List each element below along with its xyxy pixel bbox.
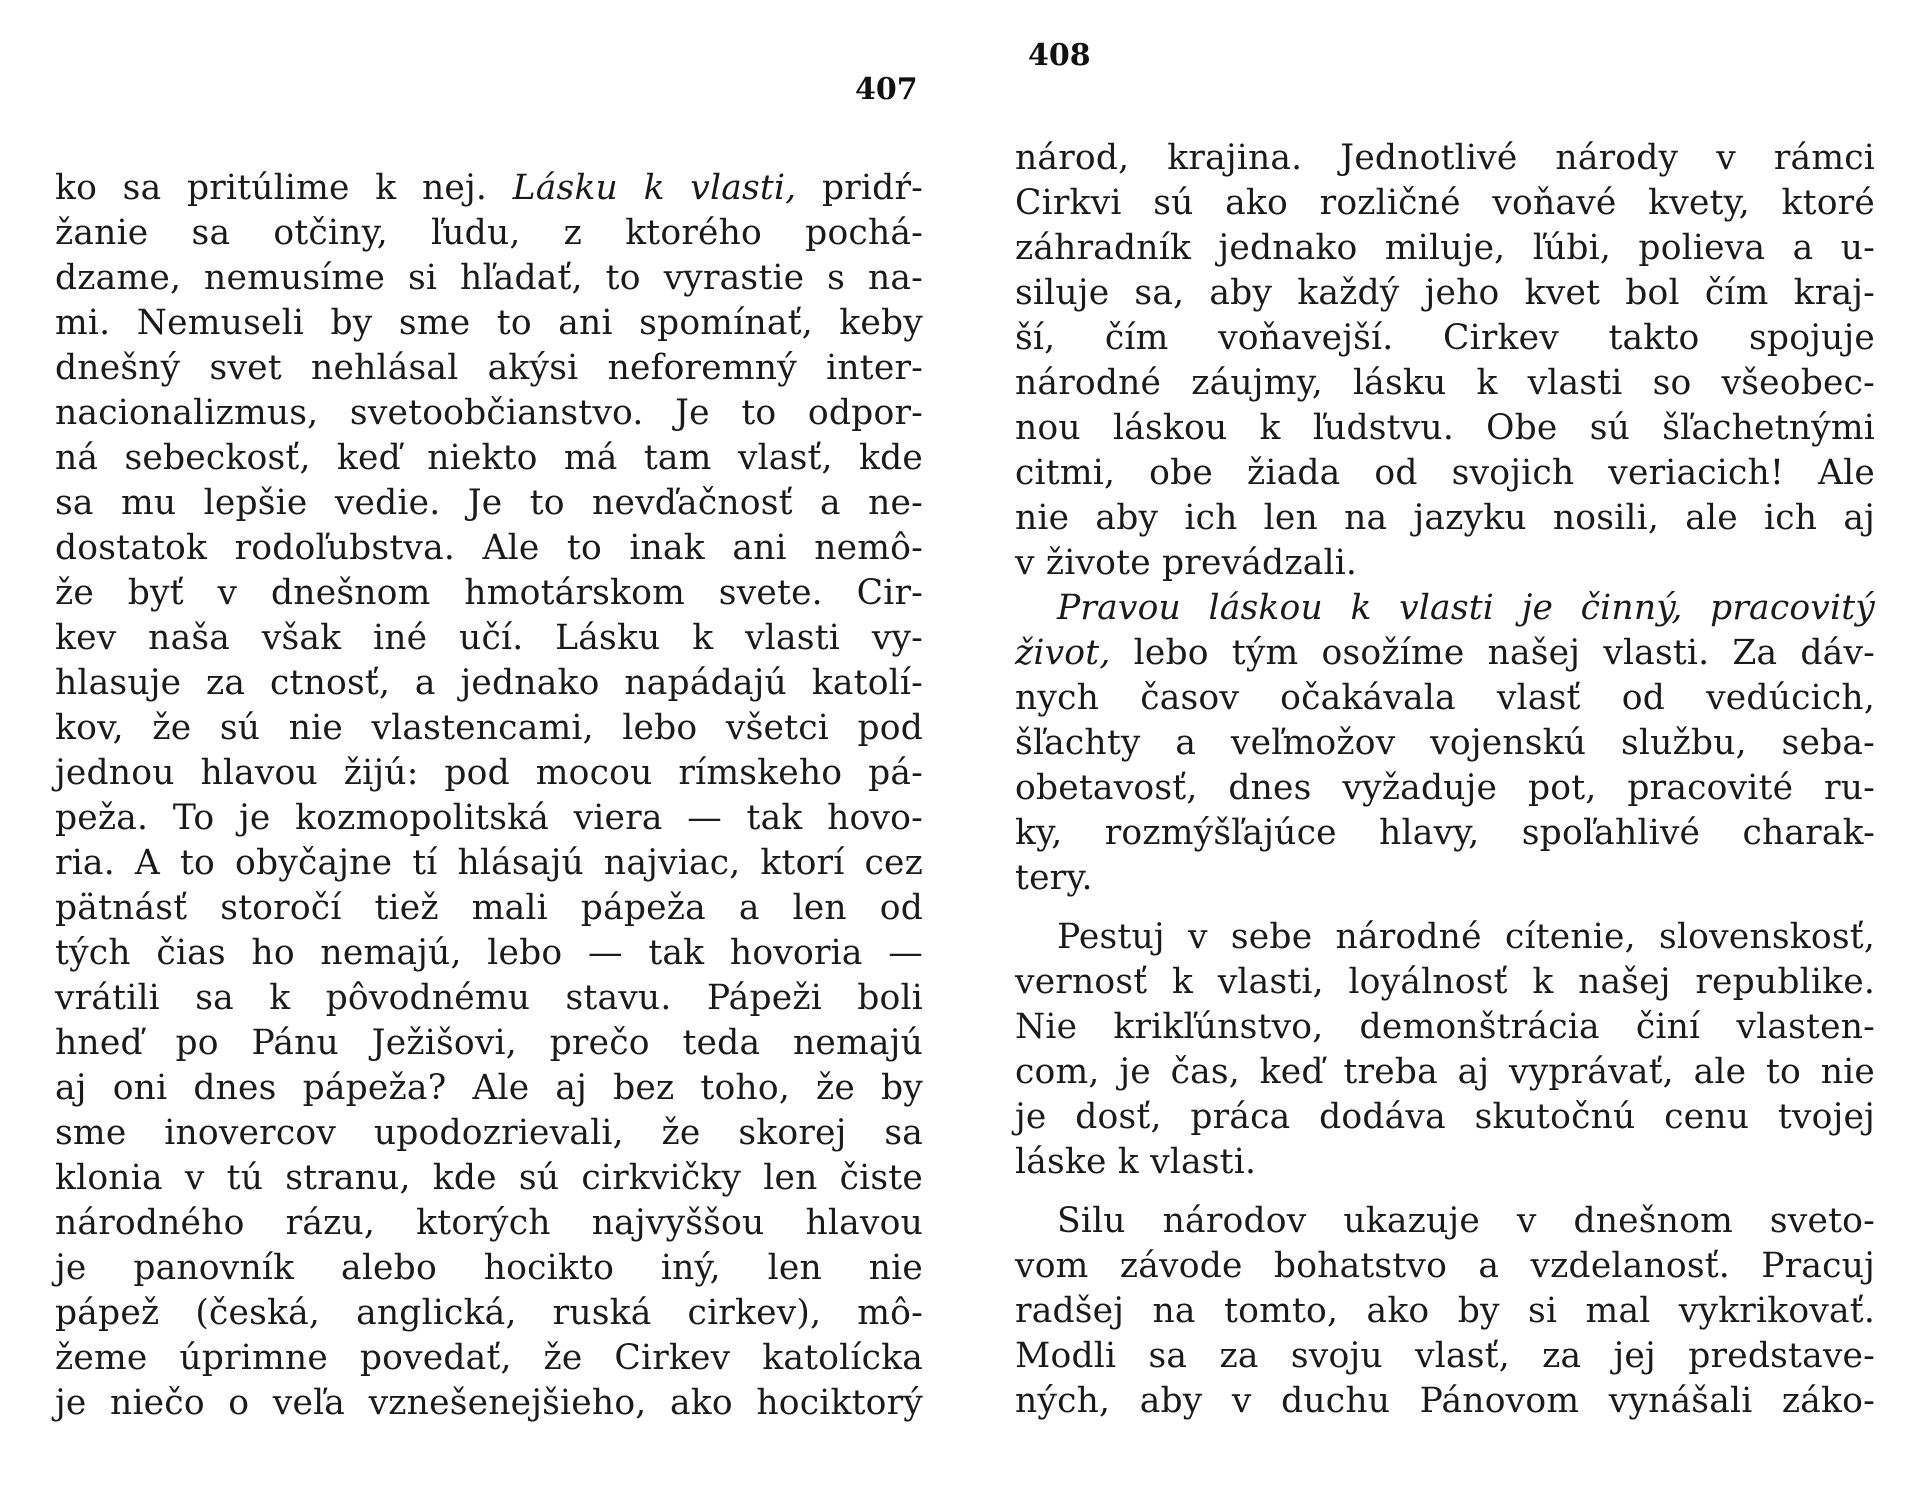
text-line: Nie krikľúnstvo, demonštrácia činí vlasten- [1015, 1007, 1875, 1047]
text-line: pätnásť storočí tiež mali pápeža a len od [55, 888, 923, 928]
text-line: Modli sa za svoju vlasť, za jej predstave- [1015, 1336, 1875, 1376]
text-line: hneď po Pánu Ježišovi, prečo teda nemajú [55, 1023, 923, 1063]
text-line: záhradník jednako miluje, ľúbi, polieva a u- [1015, 228, 1875, 268]
text-line: tých čias ho nemajú, lebo — tak hovoria — [55, 933, 923, 973]
text-line: Silu národov ukazuje v dnešnom sveto- [1057, 1201, 1875, 1241]
text-line: láske k vlasti. [1015, 1142, 1257, 1182]
text-line: kev naša však iné učí. Lásku k vlasti vy- [55, 618, 923, 658]
text-fragment: ko sa pritúlime k nej. [55, 168, 513, 208]
right-text-column [1015, 136, 1875, 1424]
italic-phrase: život, [1015, 633, 1111, 673]
text-line [1015, 631, 1875, 676]
right-page-number: 408 [1028, 38, 1091, 73]
text-line: národné záujmy, lásku k vlasti so všeobec- [1015, 363, 1875, 403]
text-line: klonia v tú stranu, kde sú cirkvičky len čiste [55, 1158, 923, 1198]
text-line: aj oni dnes pápeža? Ale aj bez toho, že by [55, 1068, 923, 1108]
text-line: sme inovercov upodozrievali, že skorej sa [55, 1113, 923, 1153]
text-line: citmi, obe žiada od svojich veriacich! Ale [1015, 453, 1875, 493]
text-line: vernosť k vlasti, loyálnosť k našej republike. [1015, 962, 1875, 1002]
text-line: žeme úprimne povedať, že Cirkev katolícka [55, 1338, 923, 1378]
text-line: kov, že sú nie vlastencami, lebo všetci pod [55, 708, 923, 748]
left-page-number: 407 [855, 72, 918, 107]
text-line: Pravou láskou k vlasti je činný, pracovitý [1057, 588, 1875, 628]
text-line: šľachty a veľmožov vojenskú službu, seba- [1015, 723, 1875, 763]
italic-phrase: Lásku k vlasti, [512, 168, 797, 208]
text-line: nie aby ich len na jazyku nosili, ale ich aj [1015, 498, 1875, 538]
text-line: pápež (česká, anglická, ruská cirkev), mô- [55, 1293, 923, 1333]
text-line: ných, aby v duchu Pánovom vynášali záko- [1015, 1381, 1875, 1421]
text-line: ria. A to obyčajne tí hlásajú najviac, ktorí cez [55, 843, 923, 883]
text-line: ky, rozmýšľajúce hlavy, spoľahlivé charak- [1015, 813, 1875, 853]
text-line: že byť v dnešnom hmotárskom svete. Cir- [55, 573, 923, 613]
text-line: dostatok rodoľubstva. Ale to inak ani nemô- [55, 528, 923, 568]
text-line: ší, čím voňavejší. Cirkev takto spojuje [1015, 318, 1875, 358]
text-line: mi. Nemuseli by sme to ani spomínať, keby [55, 303, 923, 343]
text-line: radšej na tomto, ako by si mal vykrikovať. [1015, 1291, 1875, 1331]
text-line: národ, krajina. Jednotlivé národy v rámci [1015, 138, 1875, 178]
text-line: ná sebeckosť, keď niekto má tam vlasť, kde [55, 438, 923, 478]
text-line [55, 166, 923, 211]
text-fragment: pridŕ- [796, 168, 924, 208]
text-line: siluje sa, aby každý jeho kvet bol čím kraj- [1015, 273, 1875, 313]
left-text-column [55, 166, 923, 1426]
text-line: obetavosť, dnes vyžaduje pot, pracovité ru- [1015, 768, 1875, 808]
text-line: je dosť, práca dodáva skutočnú cenu tvojej [1015, 1097, 1875, 1137]
text-line: jednou hlavou žijú: pod mocou rímskeho pá- [55, 753, 923, 793]
text-line: nacionalizmus, svetoobčianstvo. Je to odpor- [55, 393, 923, 433]
text-line: Pestuj v sebe národné cítenie, slovenskosť, [1057, 917, 1875, 957]
text-fragment: lebo tým osožíme našej vlasti. Za dáv- [1110, 633, 1875, 673]
text-line: dzame, nemusíme si hľadať, to vyrastie s na- [55, 258, 923, 298]
text-line: žanie sa otčiny, ľudu, z ktorého pochá- [55, 213, 923, 253]
text-line: tery. [1015, 858, 1093, 898]
text-line: je panovník alebo hocikto iný, len nie [55, 1248, 923, 1288]
paragraph-gap [1015, 901, 1875, 915]
text-line: Cirkvi sú ako rozličné voňavé kvety, ktoré [1015, 183, 1875, 223]
text-line: sa mu lepšie vedie. Je to nevďačnosť a ne- [55, 483, 923, 523]
text-line: v živote prevádzali. [1015, 543, 1358, 583]
text-line: hlasuje za ctnosť, a jednako napádajú katolí- [55, 663, 923, 703]
text-line: com, je čas, keď treba aj vyprávať, ale to nie [1015, 1052, 1875, 1092]
text-line: peža. To je kozmopolitská viera — tak hovo- [55, 798, 923, 838]
text-line: národného rázu, ktorých najvyššou hlavou [55, 1203, 923, 1243]
text-line: vrátili sa k pôvodnému stavu. Pápeži boli [55, 978, 923, 1018]
text-line: nych časov očakávala vlasť od vedúcich, [1015, 678, 1875, 718]
paragraph-gap [1015, 1185, 1875, 1199]
text-line: nou láskou k ľudstvu. Obe sú šľachetnými [1015, 408, 1875, 448]
text-line: dnešný svet nehlásal akýsi neforemný inter- [55, 348, 923, 388]
text-line: vom závode bohatstvo a vzdelanosť. Pracuj [1015, 1246, 1875, 1286]
text-line: je niečo o veľa vznešenejšieho, ako hociktorý [55, 1383, 923, 1423]
